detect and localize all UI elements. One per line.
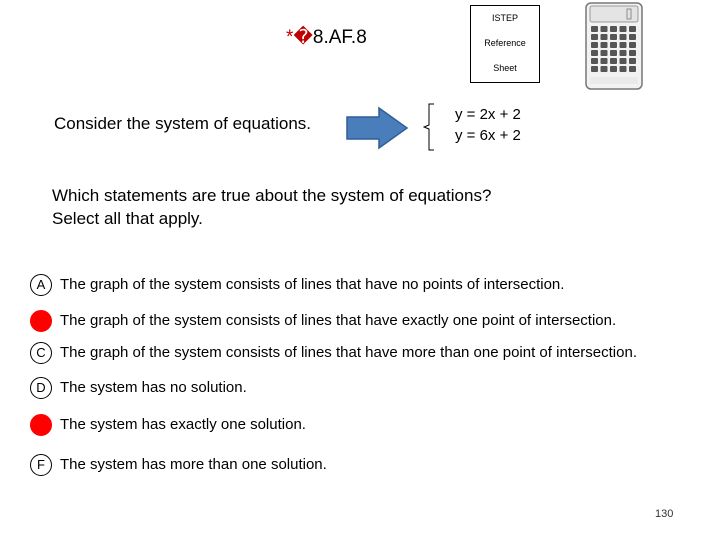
option-b-badge[interactable]: B: [30, 310, 52, 332]
option-e-badge[interactable]: E: [30, 414, 52, 436]
reference-sheet-button[interactable]: [470, 5, 540, 83]
page-number: 130: [655, 508, 674, 520]
option-a-text: The graph of the system consists of lines that have no points of intersection.: [60, 276, 565, 293]
calculator-key: [591, 50, 598, 56]
calculator-key: [591, 42, 598, 48]
option-b-text: The graph of the system consists of lines that have exactly one point of intersection.: [60, 312, 617, 329]
calculator-key: [629, 58, 636, 64]
calculator-key: [591, 26, 598, 32]
equation-2: y = 6x + 2: [455, 127, 521, 144]
standard-label: [286, 26, 367, 49]
calculator-key: [620, 42, 627, 48]
option-f-text: The system has more than one solution.: [60, 456, 327, 473]
system-brace: [423, 102, 437, 157]
question-text: [52, 184, 491, 230]
calculator-key: [620, 34, 627, 40]
standard-star: *�: [286, 27, 313, 48]
option-d-badge[interactable]: D: [30, 377, 52, 399]
calculator-key: [601, 66, 608, 72]
calculator-key: [620, 50, 627, 56]
calculator-key: [629, 26, 636, 32]
calculator-key: [591, 58, 598, 64]
equation-1: y = 2x + 2: [455, 106, 521, 123]
option-c-text: The graph of the system consists of lines that have more than one point of intersection.: [60, 344, 637, 361]
option-a-badge[interactable]: A: [30, 274, 52, 296]
calculator-key: [601, 58, 608, 64]
calculator-key: [610, 58, 617, 64]
calculator-key: [620, 26, 627, 32]
option-f-badge[interactable]: F: [30, 454, 52, 476]
calculator-key: [601, 26, 608, 32]
option-d-text: The system has no solution.: [60, 379, 247, 396]
calculator-key: [629, 50, 636, 56]
calculator-key: [610, 34, 617, 40]
calculator-key: [610, 50, 617, 56]
reference-sheet-line3: Sheet: [493, 63, 517, 73]
calculator-key: [591, 66, 598, 72]
reference-sheet-line2: Reference: [484, 38, 526, 48]
option-c-badge[interactable]: C: [30, 342, 52, 364]
calculator-key: [610, 66, 617, 72]
question-line-2: Select all that apply.: [52, 209, 203, 228]
problem-prompt: Consider the system of equations.: [54, 114, 312, 133]
question-line-1: Which statements are true about the system of equations?: [52, 186, 492, 205]
standard-code: 8.AF.8: [312, 27, 367, 48]
calculator-key: [629, 34, 636, 40]
calculator-key: [591, 34, 598, 40]
calculator-key: [629, 42, 636, 48]
calculator-key: [629, 66, 636, 72]
arrow-right-icon: [345, 106, 409, 155]
calculator-key: [620, 58, 627, 64]
calculator-key: [601, 34, 608, 40]
calculator-icon[interactable]: [585, 2, 643, 95]
calculator-key: [620, 66, 627, 72]
calculator-key: [601, 50, 608, 56]
reference-sheet-line1: ISTEP: [491, 13, 518, 23]
calculator-key: [610, 26, 617, 32]
option-e-text: The system has exactly one solution.: [60, 416, 306, 433]
calculator-key: [610, 42, 617, 48]
calculator-key: [601, 42, 608, 48]
